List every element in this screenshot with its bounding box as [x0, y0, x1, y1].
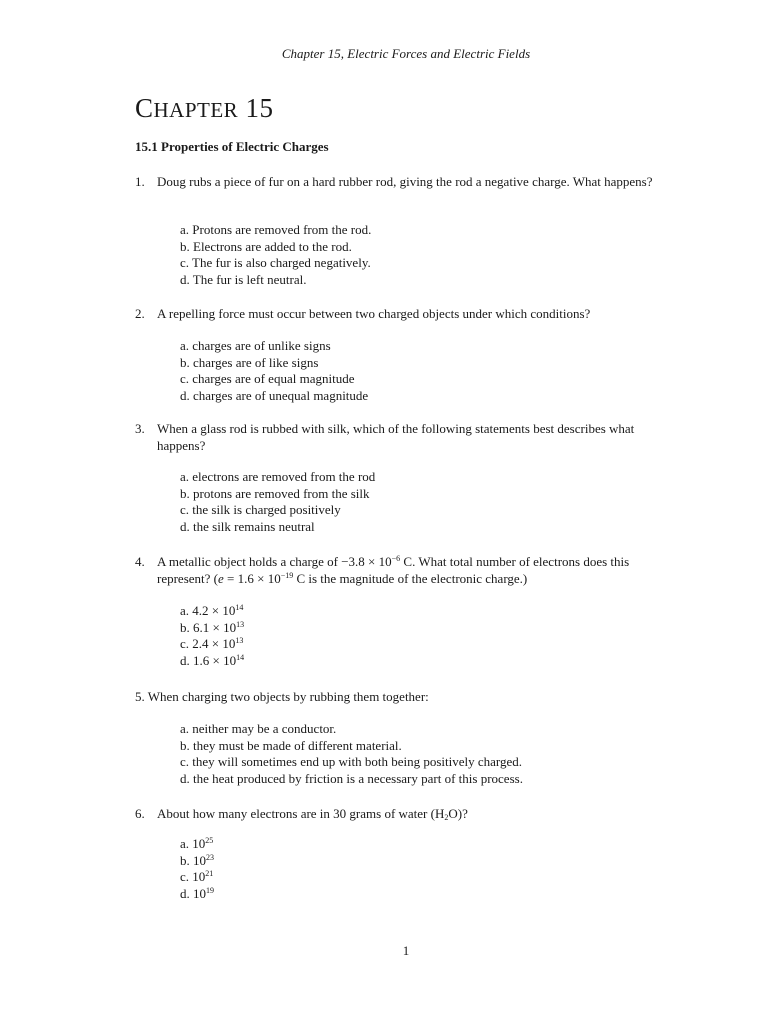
choice-d: d. charges are of unequal magnitude — [180, 387, 369, 403]
exponent: 25 — [205, 836, 214, 845]
question-number: 6. — [135, 806, 145, 821]
choice-text: a. 4.2 × 10 — [180, 603, 236, 618]
choice-a: a. neither may be a conductor. — [180, 721, 337, 736]
exponent: 13 — [236, 619, 245, 629]
choice-a: a. electrons are removed from the rod — [180, 469, 376, 484]
choice-c: c. charges are of equal magnitude — [180, 371, 355, 387]
section-heading: 15.1 Properties of Electric Charges — [135, 139, 329, 154]
choice-d: d. the silk remains neutral — [180, 518, 315, 534]
choice-b: b. protons are removed from the silk — [180, 485, 370, 501]
question-5 — [135, 688, 675, 705]
question-text-part: C is the magnitude of the electronic charge.) — [293, 571, 528, 586]
chapter-number: 15 — [245, 93, 274, 123]
choice-c: c. the silk is charged positively — [180, 502, 341, 518]
question-4 — [135, 553, 675, 587]
question-2 — [135, 305, 675, 322]
choice-text: a. 10 — [180, 836, 206, 851]
question-3 — [135, 420, 675, 454]
answer-choices-1 — [180, 222, 371, 288]
choice-text: b. 6.1 × 10 — [180, 619, 237, 635]
page-number: 1 — [402, 943, 410, 958]
choice-c — [180, 636, 244, 653]
choice-a: a. charges are of unlike signs — [180, 338, 331, 353]
choice-a: a. Protons are removed from the rod. — [180, 222, 372, 237]
choice-c: c. The fur is also charged negatively. — [180, 255, 371, 271]
question-1 — [135, 173, 675, 190]
question-text: When a glass rod is rubbed with silk, which of the following statements best describes what happens? — [157, 421, 635, 453]
question-number: 3. — [135, 421, 145, 436]
answer-choices-2 — [180, 338, 368, 404]
choice-a — [180, 836, 214, 853]
choice-d: d. the heat produced by friction is a necessary part of this process. — [180, 770, 523, 786]
question-text: A repelling force must occur between two charged objects under which conditions? — [157, 306, 591, 321]
exponent: 19 — [206, 885, 214, 895]
question-text-part: = 1.6 × 10 — [223, 571, 281, 586]
choice-d — [180, 653, 244, 670]
question-text: Doug rubs a piece of fur on a hard rubber rod, giving the rod a negative charge. What happens? — [157, 174, 653, 189]
question-number: 4. — [135, 554, 145, 569]
question-number: 2. — [135, 306, 145, 321]
question-text-part: When charging two objects by rubbing them together: — [144, 689, 429, 704]
choice-text: b. 10 — [180, 852, 206, 868]
choice-b — [180, 853, 214, 870]
exponent: 23 — [206, 852, 214, 862]
chapter-title-rest: HAPTER — [153, 98, 239, 122]
answer-choices-5 — [180, 721, 523, 787]
variable: e — [218, 571, 224, 586]
question-text-part: A metallic object holds a charge of −3.8 × 10 — [157, 554, 392, 569]
exponent: 21 — [205, 869, 214, 879]
choice-c: c. they will sometimes end up with both being positively charged. — [180, 754, 523, 770]
answer-choices-3 — [180, 469, 375, 535]
question-number: 1. — [135, 174, 145, 189]
answer-choices-4 — [180, 603, 244, 669]
choice-text: c. 10 — [180, 869, 206, 885]
choice-a — [180, 603, 244, 620]
question-text-part: O)? — [448, 806, 468, 821]
answer-choices-6 — [180, 836, 214, 902]
exponent: −6 — [391, 554, 401, 563]
exponent: 14 — [235, 603, 244, 612]
choice-text: d. 1.6 × 10 — [180, 652, 237, 668]
question-text-part: About how many electrons are in 30 grams of water (H — [157, 806, 445, 821]
question-6 — [135, 805, 675, 822]
question-text-part: C. What total number of electrons does this represent? ( — [157, 554, 630, 586]
exponent: 13 — [235, 636, 244, 646]
choice-b: b. charges are of like signs — [180, 354, 319, 370]
choice-d — [180, 886, 214, 903]
question-text — [157, 805, 675, 822]
subscript: 2 — [444, 813, 449, 822]
choice-b: b. Electrons are added to the rod. — [180, 238, 352, 254]
question-text — [157, 553, 675, 587]
question-number: 5. — [135, 689, 145, 704]
choice-b — [180, 620, 244, 637]
chapter-title-initial: C — [135, 93, 154, 123]
choice-text: c. 2.4 × 10 — [180, 636, 236, 652]
chapter-title — [135, 93, 273, 124]
running-header: Chapter 15, Electric Forces and Electric Fields — [281, 46, 531, 61]
choice-b: b. they must be made of different material. — [180, 737, 402, 753]
exponent: −19 — [280, 571, 294, 580]
question-text — [135, 688, 675, 705]
choice-c — [180, 869, 214, 886]
choice-d: d. The fur is left neutral. — [180, 271, 307, 287]
exponent: 14 — [236, 652, 245, 662]
choice-text: d. 10 — [180, 885, 206, 901]
